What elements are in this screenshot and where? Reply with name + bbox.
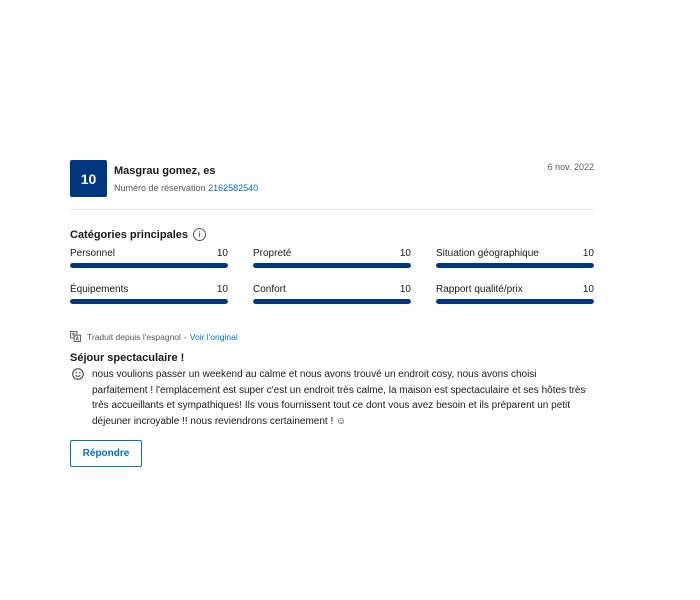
category-bar-fill bbox=[70, 263, 228, 268]
category-proprete bbox=[253, 248, 411, 268]
translated-separator: - bbox=[183, 331, 187, 342]
category-label: Situation géographique bbox=[436, 248, 539, 259]
category-bar bbox=[436, 263, 594, 268]
review-header bbox=[70, 155, 594, 197]
categories-heading bbox=[70, 228, 206, 241]
category-score: 10 bbox=[582, 284, 594, 295]
smile-icon bbox=[72, 368, 84, 380]
category-score: 10 bbox=[399, 284, 411, 295]
booking-number-link[interactable]: 2162582540 bbox=[208, 183, 259, 193]
category-bar bbox=[70, 299, 228, 304]
category-label: Confort bbox=[253, 284, 286, 295]
category-confort bbox=[253, 284, 411, 304]
translation-notice bbox=[70, 331, 238, 342]
category-bar-fill bbox=[253, 299, 411, 304]
translate-icon bbox=[70, 331, 81, 342]
translated-from: Traduit depuis l'espagnol bbox=[87, 331, 181, 342]
review-card bbox=[70, 155, 594, 459]
category-bar-fill bbox=[436, 299, 594, 304]
category-bar-fill bbox=[70, 299, 228, 304]
category-label: Équipements bbox=[70, 284, 129, 295]
reply-button[interactable]: Répondre bbox=[70, 440, 142, 467]
category-score: 10 bbox=[216, 284, 228, 295]
category-bar bbox=[253, 263, 411, 268]
category-situation bbox=[436, 248, 594, 268]
review-date: 6 nov. 2022 bbox=[547, 162, 594, 172]
category-score: 10 bbox=[582, 248, 594, 259]
see-original-link[interactable]: Voir l'original bbox=[189, 331, 238, 342]
category-bar bbox=[70, 263, 228, 268]
category-equipements bbox=[70, 284, 228, 304]
category-personnel bbox=[70, 248, 228, 268]
reviewer-name: Masgrau gomez, es bbox=[114, 165, 216, 177]
review-title: Séjour spectaculaire ! bbox=[70, 352, 185, 364]
divider bbox=[70, 209, 594, 210]
category-rapport bbox=[436, 284, 594, 304]
category-label: Personnel bbox=[70, 248, 116, 259]
score-badge: 10 bbox=[70, 160, 107, 197]
category-bar-fill bbox=[253, 263, 411, 268]
booking-line bbox=[114, 183, 258, 193]
category-score: 10 bbox=[399, 248, 411, 259]
info-icon[interactable]: i bbox=[193, 228, 206, 241]
category-label: Rapport qualité/prix bbox=[436, 284, 523, 295]
reviewer-info bbox=[114, 165, 258, 193]
category-label: Propreté bbox=[253, 248, 292, 259]
booking-label: Numéro de réservation bbox=[114, 183, 206, 193]
category-score: 10 bbox=[216, 248, 228, 259]
categories-title: Catégories principales bbox=[70, 228, 188, 241]
review-text: nous voulions passer un weekend au calme et nous avons trouvé un endroit cosy, nous avons choisi parfaitement ! l'emplacement est super c'est un endroit très calme, la maison est spectaculaire et ses hôtes très très accueillants et sympathiques! Ils vous fournissent tout ce dont vous avez besoin et ils préparent un petit déjeuner incroyable !! nous reviendrons certainement ! ☺ bbox=[92, 369, 586, 427]
category-bar bbox=[436, 299, 594, 304]
category-bar-fill bbox=[436, 263, 594, 268]
category-bar bbox=[253, 299, 411, 304]
